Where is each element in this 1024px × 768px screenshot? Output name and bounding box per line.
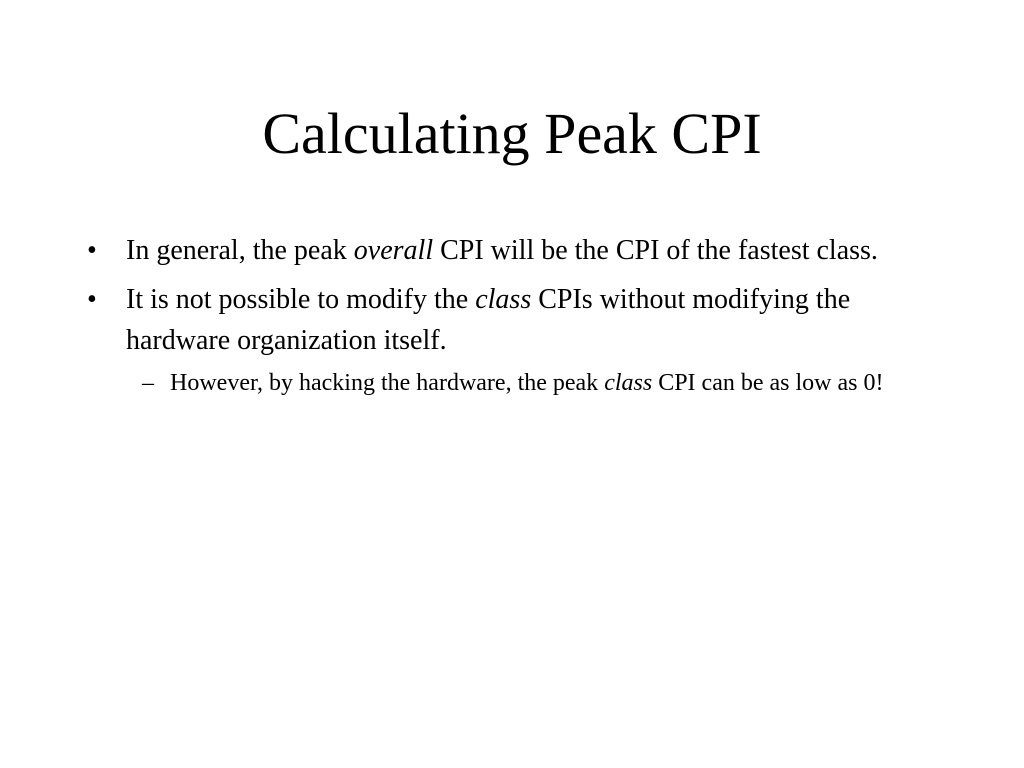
bullet-text-part: CPIs without modifying the hardware organization itself. bbox=[126, 284, 851, 356]
sub-bullet-emphasis: class bbox=[604, 370, 653, 396]
sub-bullet-text bbox=[170, 370, 883, 396]
slide-title: Calculating Peak CPI bbox=[262, 101, 762, 166]
sub-bullet-text-part: However, by hacking the hardware, the peak bbox=[170, 370, 605, 396]
sub-bullet-item bbox=[132, 365, 915, 401]
bullet-item bbox=[87, 279, 937, 361]
bullet-list bbox=[87, 230, 937, 401]
bullet-item bbox=[87, 230, 937, 271]
bullet-emphasis: overall bbox=[353, 235, 434, 266]
bullet-marker: • bbox=[87, 235, 97, 266]
sub-bullet-text-part: CPI can be as low as 0! bbox=[652, 370, 884, 396]
bullet-text-part: It is not possible to modify the bbox=[126, 284, 476, 315]
bullet-emphasis: class bbox=[475, 284, 532, 315]
bullet-text bbox=[126, 284, 850, 356]
bullet-marker: • bbox=[87, 284, 97, 315]
sub-bullet-marker: – bbox=[142, 370, 154, 396]
bullet-text bbox=[126, 235, 878, 266]
bullet-text-part: CPI will be the CPI of the fastest class. bbox=[433, 235, 878, 266]
bullet-text-part: In general, the peak bbox=[126, 235, 354, 266]
